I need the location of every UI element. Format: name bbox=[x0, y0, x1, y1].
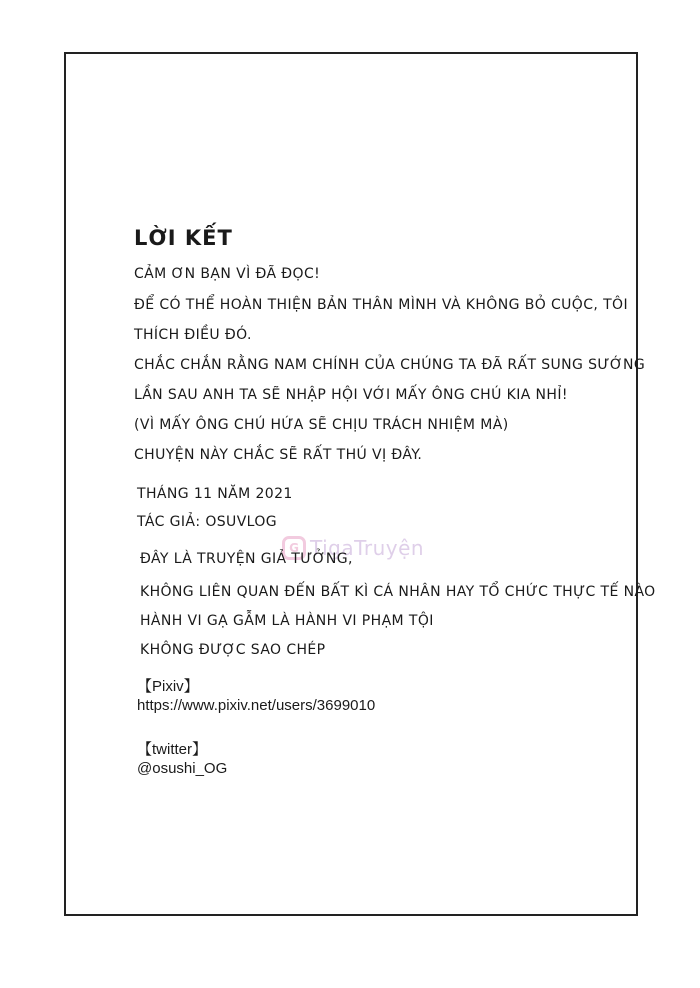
afterword-line-5: LẦN SAU ANH TA SẼ NHẬP HỘI VỚI MẤY ÔNG CHÚ KIA NHỈ! bbox=[134, 387, 568, 403]
disclaimer-line-1: ĐÂY LÀ TRUYỆN GIẢ TƯỞNG, bbox=[140, 551, 353, 567]
watermark-text: TigaTruyện bbox=[310, 536, 425, 560]
date-line: THÁNG 11 NĂM 2021 bbox=[137, 486, 293, 502]
twitter-handle[interactable]: @osushi_OG bbox=[137, 760, 228, 777]
afterword-line-7: CHUYỆN NÀY CHẮC SẼ RẤT THÚ VỊ ĐÂY. bbox=[134, 447, 423, 463]
author-line: TÁC GIẢ: OSUVLOG bbox=[137, 514, 278, 530]
page-title: LỜI KẾT bbox=[134, 226, 233, 250]
pixiv-label: 【Pixiv】 bbox=[137, 678, 199, 695]
afterword-line-4: CHẮC CHẮN RẰNG NAM CHÍNH CỦA CHÚNG TA ĐÃ RẤT SUNG SƯỚNG bbox=[134, 357, 646, 373]
disclaimer-line-2: KHÔNG LIÊN QUAN ĐẾN BẤT KÌ CÁ NHÂN HAY TỔ CHỨC THỰC TẾ NÀO bbox=[140, 584, 656, 600]
afterword-line-3: THÍCH ĐIỀU ĐÓ. bbox=[134, 327, 252, 343]
page-border bbox=[64, 52, 638, 916]
twitter-label: 【twitter】 bbox=[137, 741, 208, 758]
watermark-logo-icon: G bbox=[282, 536, 306, 560]
afterword-line-1: CẢM ƠN BẠN VÌ ĐÃ ĐỌC! bbox=[134, 266, 321, 282]
afterword-line-2: ĐỂ CÓ THỂ HOÀN THIỆN BẢN THÂN MÌNH VÀ KHÔNG BỎ CUỘC, TÔI bbox=[134, 297, 628, 313]
disclaimer-line-4: KHÔNG ĐƯỢC SAO CHÉP bbox=[140, 642, 326, 658]
pixiv-link[interactable]: https://www.pixiv.net/users/3699010 bbox=[137, 697, 376, 714]
disclaimer-line-3: HÀNH VI GẠ GẪM LÀ HÀNH VI PHẠM TỘI bbox=[140, 613, 434, 629]
afterword-line-6: (VÌ MẤY ÔNG CHÚ HỨA SẼ CHỊU TRÁCH NHIỆM MÀ) bbox=[134, 417, 509, 433]
